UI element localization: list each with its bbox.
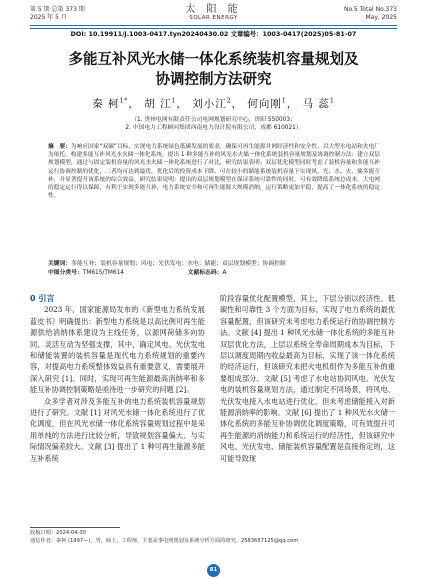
author-affil-mark: 1	[281, 97, 287, 105]
author-name: 马 蕊	[302, 98, 330, 110]
author-name: 何向刚	[247, 98, 282, 110]
footnote	[30, 530, 397, 545]
doi-line: DOI: 10.19911/j.1003-0417.tyn20240430.02 文章编号：1003-0417(2025)05-81-07	[70, 30, 357, 38]
doc-code: A	[222, 270, 227, 276]
body-column-right	[220, 293, 395, 464]
body-paragraph: 2023 年，国家能源局发布的《新型电力系统发展蓝皮书》明确提出：新型电力系统是以高比例可再生能源供给消纳体系建设为主线任务，以源网荷储多向协同、灵活互动为坚强支撑，其中，确定风电、光伏发电和储能装置的装机容量是现代电力系统规划的重要内容，对提高电力系统整体效益具有重要意义，需要展开深入研究 [1]。同时，实现可再生能源最高消纳率和多能互补协调控制策略是亟待进一步研究的问题 [2]。	[30, 305, 205, 395]
affiliation-1: （1. 贵州电网有限责任公司电网规划研究中心，贵阳 550003；	[131, 117, 296, 123]
keywords-text: 多能互补；装机容量规划；风电；光伏发电；水电；储能；双层规划模型；协调控制	[71, 261, 286, 267]
keywords-line	[48, 260, 380, 268]
author-name: 刘小江	[192, 98, 227, 110]
issue-info-en	[344, 6, 397, 22]
author-name: 胡 江	[144, 98, 172, 110]
issue-date-cn: 2025 年 5 月	[30, 14, 67, 21]
keywords-label: 关键词：	[48, 261, 72, 267]
issue-number-en: No.5 Total No.373	[343, 6, 397, 13]
body-column-left	[30, 293, 205, 464]
clc-label: 中图分类号：	[48, 270, 83, 276]
doc-code-label: 文献标志码：	[187, 270, 223, 276]
clc-code: TM615/TM614	[82, 270, 124, 276]
article-title	[30, 50, 397, 90]
author-name: 秦 柯	[92, 98, 120, 110]
abstract-label: 摘 要：	[48, 144, 71, 150]
author-affil-mark: 1*	[119, 97, 129, 105]
affiliation-2: 2. 中国电力工程顾问集团西南电力设计院有限公司，成都 610021）	[125, 125, 302, 131]
page-header	[0, 4, 427, 26]
journal-name-cn: 太 阳 能	[185, 4, 242, 15]
footnote-rule	[30, 527, 120, 528]
classification-line	[48, 269, 380, 277]
author-bio: 通信作者：秦柯 (1997—)，男，硕士，工程师，主要从事电网规划及系统分析方面的研究。2583657125@qq.com	[30, 537, 299, 544]
journal-name-en: SOLAR ENERGY	[189, 15, 238, 21]
affiliations	[0, 116, 427, 132]
body-paragraph: 阶段容量优化配置模型，其上、下层分别以经济性、低碳性和可靠性 3 个方面为目标，实现了电力系统的最优容量配置，但该研究未考虑电力系统运行的协调控制方法。文献 [4] 提出 1 种风光水储一体化系统的多能互补双层优化方法，上层以系统全寿命周期成本为目标，下层以调度周期内收益最高为目标，实现了该一体化系统的经济运行，但该研究未把火电机组作为多能互补的重要组成部分。文献 [5] 考虑了水电站协同风电、光伏发电的装机容量规划方法，通过制定不同场景，将风电、光伏发电接入水电站进行优化，但未考虑储能接入对新能源消纳率的影响。文献 [6] 提出了 1 种风光水火储一体化系统的多能互补协调优化调度策略，可有效提升可再生能源的消纳能力和系统运行的经济性，但该研究中风电、光伏发电、储能装机容量配置是直接指定的，这可能导致现	[220, 294, 395, 463]
author-affil-mark: 2	[226, 97, 232, 105]
header-rule-thin	[30, 28, 397, 29]
author-list: 秦 柯$^{1*}$， 胡 江$^1$， 刘小江$^2$， 何向刚$^1$， 马 蕊$^1$	[92, 97, 335, 110]
title-line-2: 协调控制方法研究	[155, 72, 272, 88]
issue-date-en: May, 2025	[365, 14, 397, 21]
title-line-1: 多能互补风光水储一体化系统装机容量规划及	[68, 52, 359, 68]
abstract-text: 为响应国家“双碳”目标，实现电力系统绿色低碳发展的要求，确保可再生能源并网经济性和安全性，以大型水电站和火电厂为依托，构建多能互补风光水火储一体化系统，提出 1 种多能互补的风光水火储一体化系统装机容量规划及协调控制方法：建立双层规划模型，通过与固定装机容量的风光水火储一体化系统进行了对比，研究结果表明：双层优化模型同时考虑了装机容量和多能互补运行协调控制的优化，二者均可达到最优，优化后的投资成本下降、可在较小的储能系统装机容量下实现风、光、水、火、储多能互补，并显著提升该系统的综合效益。研究结果说明：提出的双层规划模型在保证系统可靠性的同时，可有效降低系统总成本，大电网的稳定运行得以保障，有利于实现多能互补，电力系统安全和可再生能源大规模消纳，运行策略更加平稳，提高了一体化系统的稳定性。	[48, 144, 380, 200]
header-rule-thick	[30, 25, 397, 26]
author-affil-mark: 1	[171, 97, 177, 105]
received-date: 收稿日期：2024-04-30	[30, 530, 87, 536]
body-paragraph: 众多学者对涉及多能互补的电力系统装机容量规划进行了研究。文献 [1] 对风光水储一体化系统进行了优化调度，但在风光水储一体化系统容量规划过程中是采用单纯的方法进行比较分析，导致规划容量偏大、与实际情况偏差较大。文献 [3] 提出了 1 种可再生能源多能互补系统	[30, 396, 205, 463]
page-number: 81	[207, 564, 220, 577]
author-affil-mark: 1	[329, 97, 335, 105]
issue-number-cn: 第 5 期 总第 373 期	[30, 6, 85, 13]
abstract	[48, 143, 380, 200]
section-heading: 0 引言	[30, 294, 55, 303]
